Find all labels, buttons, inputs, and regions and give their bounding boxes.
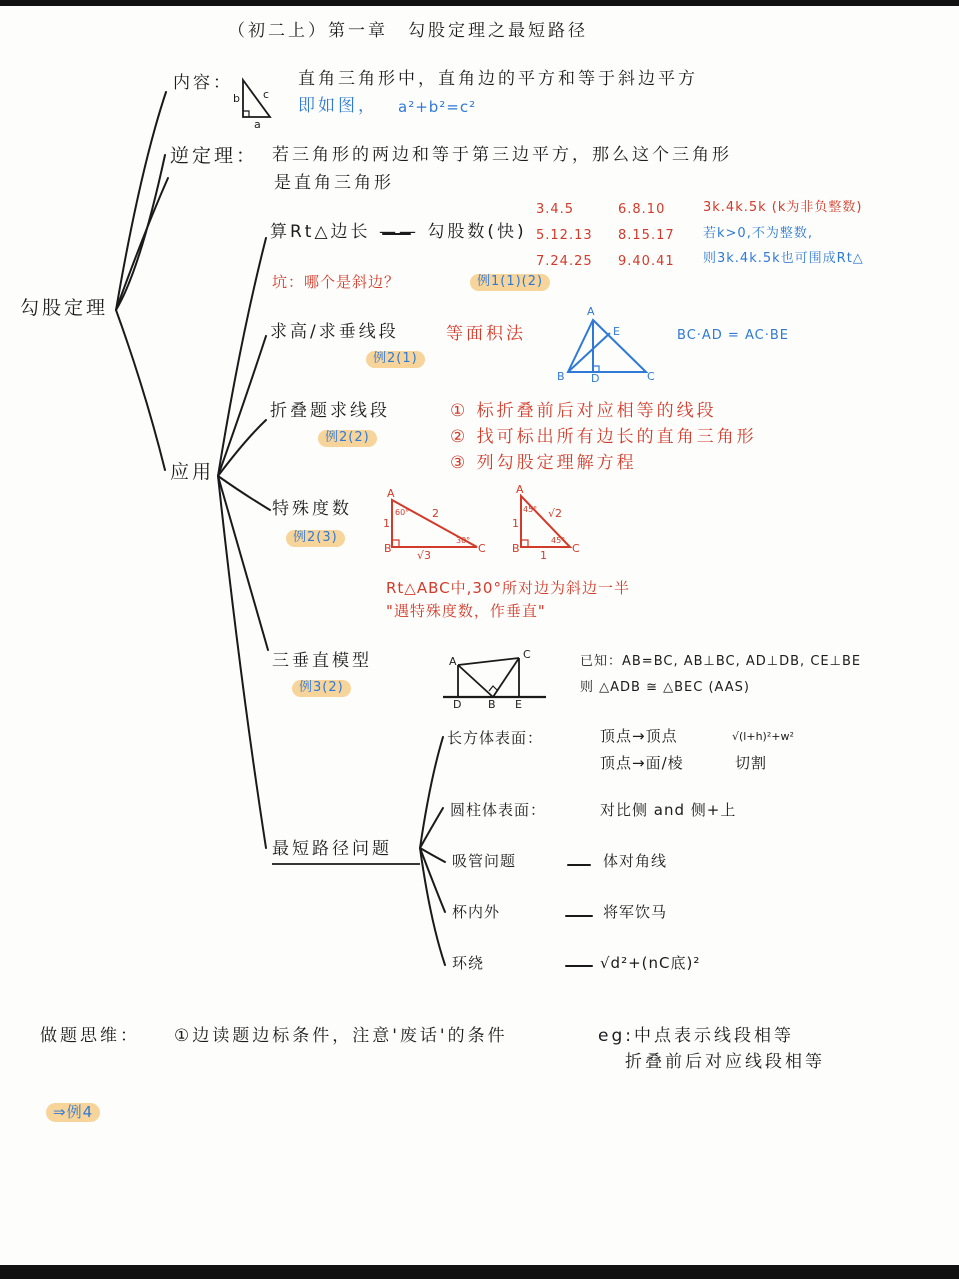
t2-side-sqrt2: √2	[548, 507, 563, 520]
tri-label-a: a	[254, 118, 261, 131]
t1-label-B: B	[384, 542, 392, 555]
root-node: 勾股定理	[20, 297, 109, 319]
t2-side-1a: 1	[512, 517, 519, 530]
straw-rule: 体对角线	[603, 852, 668, 870]
converse-line2: 是直角三角形	[274, 173, 394, 193]
t1-side-2: 2	[432, 507, 439, 520]
pythag-triple: 5.12.13	[536, 228, 593, 243]
height-fig-D: D	[591, 372, 600, 385]
three-perp-example-tag: 例3(2)	[292, 680, 351, 697]
pythag-triple: 7.24.25	[536, 254, 593, 269]
converse-line1: 若三角形的两边和等于第三边平方，那么这个三角形	[272, 145, 732, 165]
t2-label-B: B	[512, 542, 520, 555]
cuboid-formula: √(l+h)²+w²	[732, 730, 794, 743]
content-line2: 即如图，	[298, 96, 378, 116]
height-fig-B: B	[557, 370, 565, 383]
pythag-triple: 6.8.10	[618, 202, 666, 217]
thinking-eg-1: eg:中点表示线段相等	[598, 1026, 794, 1046]
height-fig-A: A	[587, 305, 595, 318]
t2-label-A: A	[516, 483, 524, 496]
tri-label-b: b	[233, 92, 240, 105]
straw-label: 吸管问题	[452, 852, 517, 870]
three-perp-label: 三垂直模型	[272, 651, 372, 671]
ring-label: 环绕	[452, 954, 485, 972]
special-angle-example-tag: 例2(3)	[286, 530, 345, 547]
special-angle-note-1: Rt△ABC中,30°所对边为斜边一半	[386, 579, 630, 597]
three-fig-C: C	[523, 648, 531, 661]
t1-label-A: A	[387, 487, 395, 500]
t1-label-C: C	[478, 542, 486, 555]
rt-note-1: 3k.4k.5k (k为非负整数)	[703, 200, 863, 215]
cuboid-label: 长方体表面：	[447, 729, 544, 747]
bottom-border	[0, 1265, 959, 1279]
three-perp-figure	[443, 655, 546, 697]
application-node: 应用	[170, 461, 215, 483]
content-formula: a²+b²=c²	[398, 98, 477, 116]
rt-note-3: 则3k.4k.5k也可围成Rt△	[703, 251, 864, 266]
t2-angle-45b: 45°	[551, 536, 566, 545]
three-fig-B: B	[488, 698, 496, 711]
height-method: 等面积法	[446, 324, 526, 344]
fold-step-2: ② 找可标出所有边长的直角三角形	[450, 427, 757, 447]
height-triangle-figure	[568, 320, 646, 372]
t1-angle-30: 30°	[456, 536, 471, 545]
t2-angle-45a: 45°	[523, 505, 538, 514]
three-fig-D: D	[453, 698, 462, 711]
cup-rule: 将军饮马	[603, 903, 668, 921]
converse-label: 逆定理：	[170, 145, 259, 167]
t1-side-sqrt3: √3	[417, 549, 432, 562]
fold-label: 折叠题求线段	[270, 401, 390, 421]
special-angle-note-2: "遇特殊度数，作垂直"	[386, 602, 546, 620]
thinking-eg-2: 折叠前后对应线段相等	[625, 1052, 825, 1072]
special-angle-label: 特殊度数	[272, 499, 352, 519]
t1-angle-60: 60°	[395, 508, 410, 517]
rt-pitfall: 坑：哪个是斜边？	[272, 273, 401, 291]
rt-note-2: 若k>0,不为整数,	[703, 226, 813, 241]
cylinder-rule: 对比侧 and 侧+上	[600, 801, 737, 819]
thinking-text: ①边读题边标条件，注意'废话'的条件	[174, 1026, 508, 1046]
ring-formula: √d²+(nC底)²	[600, 954, 701, 972]
rt-example-tag: 例1(1)(2)	[470, 274, 550, 291]
height-label: 求高/求垂线段	[270, 322, 399, 342]
height-fig-C: C	[647, 370, 655, 383]
height-fig-E: E	[613, 325, 620, 338]
cuboid-cut: 切割	[735, 754, 768, 772]
pythag-triple: 8.15.17	[618, 228, 675, 243]
rt-side-label: 算Rt△边长 —— 勾股数(快)	[270, 222, 527, 242]
cuboid-vertex-face: 顶点→面/棱	[600, 754, 684, 772]
height-formula: BC·AD = AC·BE	[677, 328, 789, 343]
cuboid-vertex-vertex: 顶点→顶点	[600, 727, 678, 745]
page-title: （初二上）第一章 勾股定理之最短路径	[228, 21, 588, 41]
t1-side-1: 1	[383, 517, 390, 530]
pythag-triple: 3.4.5	[536, 202, 575, 217]
cylinder-label: 圆柱体表面：	[450, 801, 547, 819]
t2-label-C: C	[572, 542, 580, 555]
tri-label-c: c	[263, 88, 270, 101]
height-example-tag: 例2(1)	[366, 351, 425, 368]
t2-side-1b: 1	[540, 549, 547, 562]
three-fig-E: E	[515, 698, 522, 711]
fold-step-3: ③ 列勾股定理解方程	[450, 453, 637, 473]
pythag-triple: 9.40.41	[618, 254, 675, 269]
shortest-path-label: 最短路径问题	[272, 839, 392, 859]
fold-example-tag: 例2(2)	[318, 430, 377, 447]
cup-label: 杯内外	[452, 903, 501, 921]
three-fig-A: A	[449, 655, 457, 668]
content-line1: 直角三角形中，直角边的平方和等于斜边平方	[298, 69, 698, 89]
three-perp-given: 已知：AB=BC, AB⊥BC, AD⊥DB, CE⊥BE	[580, 654, 862, 669]
three-perp-conclusion: 则 △ADB ≅ △BEC (AAS)	[580, 680, 750, 695]
content-label: 内容：	[173, 73, 233, 93]
thinking-example-tag: ⇒例4	[46, 1103, 100, 1122]
thinking-label: 做题思维：	[40, 1026, 140, 1046]
fold-step-1: ① 标折叠前后对应相等的线段	[450, 401, 717, 421]
